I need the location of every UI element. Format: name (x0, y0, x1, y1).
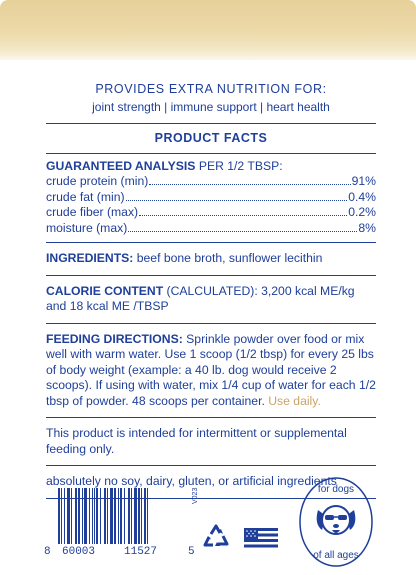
feeding-text: Sprinkle powder over food or mix well with warm water. Use 1 scoop (1/2 tbsp) for every 25 lbs of body weight (example: a 40 lb. dog would receive 2 scoops). If using with water, mix 1/4 cup of water for each 1/2 tbsp of powder. 48 scoops per container. (46, 331, 376, 408)
ga-per: PER 1/2 TBSP: (195, 158, 283, 173)
benefits-line: joint strength | immune support | heart health (92, 99, 330, 114)
dog-face-icon (317, 506, 356, 534)
ga-row-value: 8% (358, 220, 376, 235)
guaranteed-analysis (46, 159, 376, 237)
dot-leader (149, 184, 350, 185)
free-from-note: absolutely no soy, dairy, gluten, or artificial ingredients (46, 474, 337, 488)
barcode-digit-last: 5 (188, 546, 195, 558)
feeding-label: FEEDING DIRECTIONS: (46, 331, 183, 346)
barcode (44, 488, 194, 568)
divider (46, 123, 376, 124)
version-code: V023 (192, 487, 199, 504)
ga-label: GUARANTEED ANALYSIS (46, 158, 196, 173)
can-lid-rim (0, 50, 416, 60)
calorie-section (46, 284, 376, 315)
nutrition-label (46, 62, 376, 499)
ga-row (46, 205, 376, 221)
intermittent-note: This product is intended for intermittent or supplemental feeding only. (46, 426, 347, 456)
ga-row (46, 174, 376, 190)
ga-row-label: crude fat (min) (46, 189, 125, 204)
dot-leader (126, 200, 348, 201)
use-daily-text: Use daily. (268, 393, 321, 408)
badge-top-text: for dogs (317, 484, 355, 495)
can-lid (0, 0, 416, 54)
feeding-paragraph (46, 332, 376, 410)
bottom-panel (44, 470, 380, 570)
recycle-icon (200, 522, 234, 552)
american-flag-icon (244, 528, 278, 548)
ga-heading (46, 159, 376, 175)
calorie-label: CALORIE CONTENT (46, 283, 164, 298)
divider (46, 417, 376, 418)
calorie-line2: and 18 kcal ME /TBSP (46, 299, 169, 313)
barcode-digits-left: 60003 (62, 546, 96, 558)
ga-row-value: 0.4% (348, 189, 376, 204)
divider (46, 323, 376, 324)
divider (46, 153, 376, 154)
product-facts-title: PRODUCT FACTS (154, 131, 268, 145)
ingredients-text: beef bone broth, sunflower lecithin (133, 251, 323, 265)
badge-bottom-text: of all ages (313, 550, 359, 561)
divider (46, 242, 376, 243)
ga-row (46, 190, 376, 206)
divider (46, 465, 376, 466)
barcode-digits-right: 11527 (124, 546, 158, 558)
ga-row-label: crude fiber (max) (46, 205, 139, 219)
barcode-bars (58, 488, 184, 544)
ga-row (46, 221, 376, 237)
feeding-section (46, 332, 376, 410)
ga-row-value: 0.2% (348, 205, 376, 219)
dot-leader (128, 231, 357, 232)
ga-row-label: crude protein (min) (46, 174, 149, 188)
ingredients-label: INGREDIENTS: (46, 251, 134, 265)
ga-row-label: moisture (max) (46, 220, 128, 235)
dot-leader (139, 215, 347, 216)
calorie-text: (CALCULATED): 3,200 kcal ME/kg (163, 283, 355, 298)
ga-row-value: 91% (351, 174, 376, 188)
ingredients-section (46, 251, 376, 267)
barcode-digit-first: 8 (44, 546, 51, 558)
for-dogs-badge (296, 470, 376, 570)
divider (46, 275, 376, 276)
provides-heading: PROVIDES EXTRA NUTRITION FOR: (95, 82, 327, 96)
